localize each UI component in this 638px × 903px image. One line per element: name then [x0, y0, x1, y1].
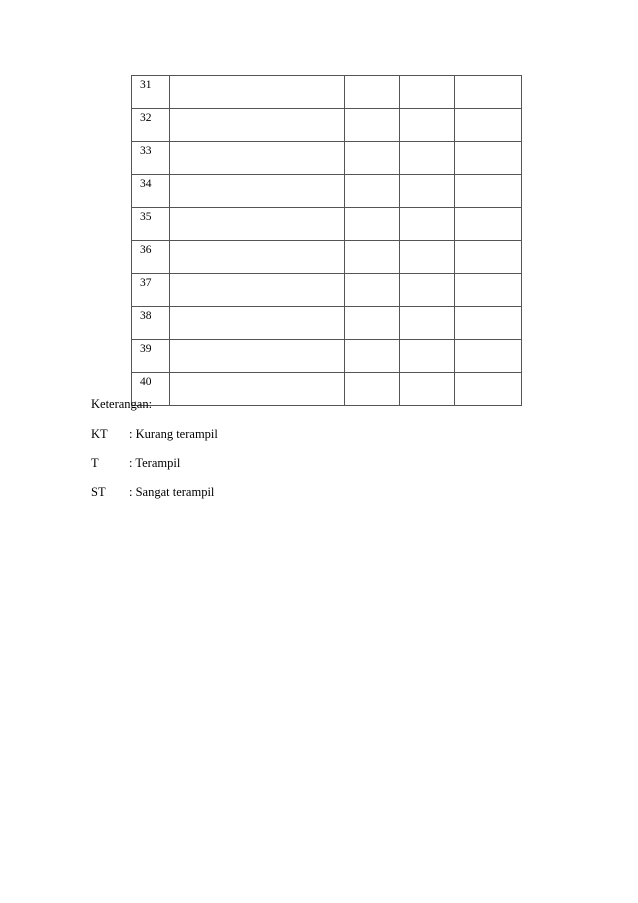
score-cell-kt [345, 241, 400, 274]
score-cell-kt [345, 142, 400, 175]
row-number: 40 [132, 373, 170, 406]
name-cell [170, 76, 345, 109]
score-cell-t [400, 373, 455, 406]
score-cell-st [455, 307, 522, 340]
score-cell-st [455, 109, 522, 142]
score-cell-t [400, 241, 455, 274]
legend-code: ST [91, 485, 106, 499]
row-number: 32 [132, 109, 170, 142]
row-number: 39 [132, 340, 170, 373]
score-cell-st [455, 208, 522, 241]
score-cell-st [455, 241, 522, 274]
table-row [132, 307, 522, 340]
legend [91, 396, 218, 513]
score-cell-t [400, 274, 455, 307]
score-cell-t [400, 142, 455, 175]
name-cell [170, 142, 345, 175]
score-cell-kt [345, 340, 400, 373]
score-cell-kt [345, 373, 400, 406]
legend-title: Keterangan: [91, 397, 153, 411]
name-cell [170, 208, 345, 241]
score-cell-kt [345, 274, 400, 307]
legend-item [91, 426, 218, 442]
legend-description: : Kurang terampil [129, 427, 218, 441]
row-number: 35 [132, 208, 170, 241]
score-cell-t [400, 208, 455, 241]
table-row [132, 142, 522, 175]
score-table [131, 75, 522, 406]
score-cell-t [400, 340, 455, 373]
score-cell-kt [345, 208, 400, 241]
row-number: 36 [132, 241, 170, 274]
score-cell-kt [345, 307, 400, 340]
name-cell [170, 307, 345, 340]
row-number: 33 [132, 142, 170, 175]
score-cell-st [455, 76, 522, 109]
table-row [132, 109, 522, 142]
row-number: 34 [132, 175, 170, 208]
legend-description: : Sangat terampil [129, 485, 215, 499]
score-cell-t [400, 307, 455, 340]
name-cell [170, 175, 345, 208]
score-cell-st [455, 274, 522, 307]
table-row [132, 241, 522, 274]
table-row [132, 340, 522, 373]
row-number: 31 [132, 76, 170, 109]
table-row [132, 274, 522, 307]
table-row [132, 208, 522, 241]
legend-description: : Terampil [129, 456, 181, 470]
name-cell [170, 109, 345, 142]
score-cell-st [455, 175, 522, 208]
score-cell-t [400, 175, 455, 208]
score-cell-st [455, 373, 522, 406]
score-cell-t [400, 76, 455, 109]
legend-item [91, 455, 218, 471]
legend-item [91, 484, 218, 500]
legend-code: KT [91, 427, 108, 441]
score-cell-st [455, 142, 522, 175]
name-cell [170, 340, 345, 373]
legend-code: T [91, 456, 99, 470]
score-cell-kt [345, 76, 400, 109]
table-row [132, 175, 522, 208]
name-cell [170, 241, 345, 274]
table-row [132, 76, 522, 109]
score-cell-t [400, 109, 455, 142]
name-cell [170, 274, 345, 307]
row-number: 37 [132, 274, 170, 307]
score-cell-kt [345, 109, 400, 142]
score-cell-kt [345, 175, 400, 208]
row-number: 38 [132, 307, 170, 340]
score-cell-st [455, 340, 522, 373]
